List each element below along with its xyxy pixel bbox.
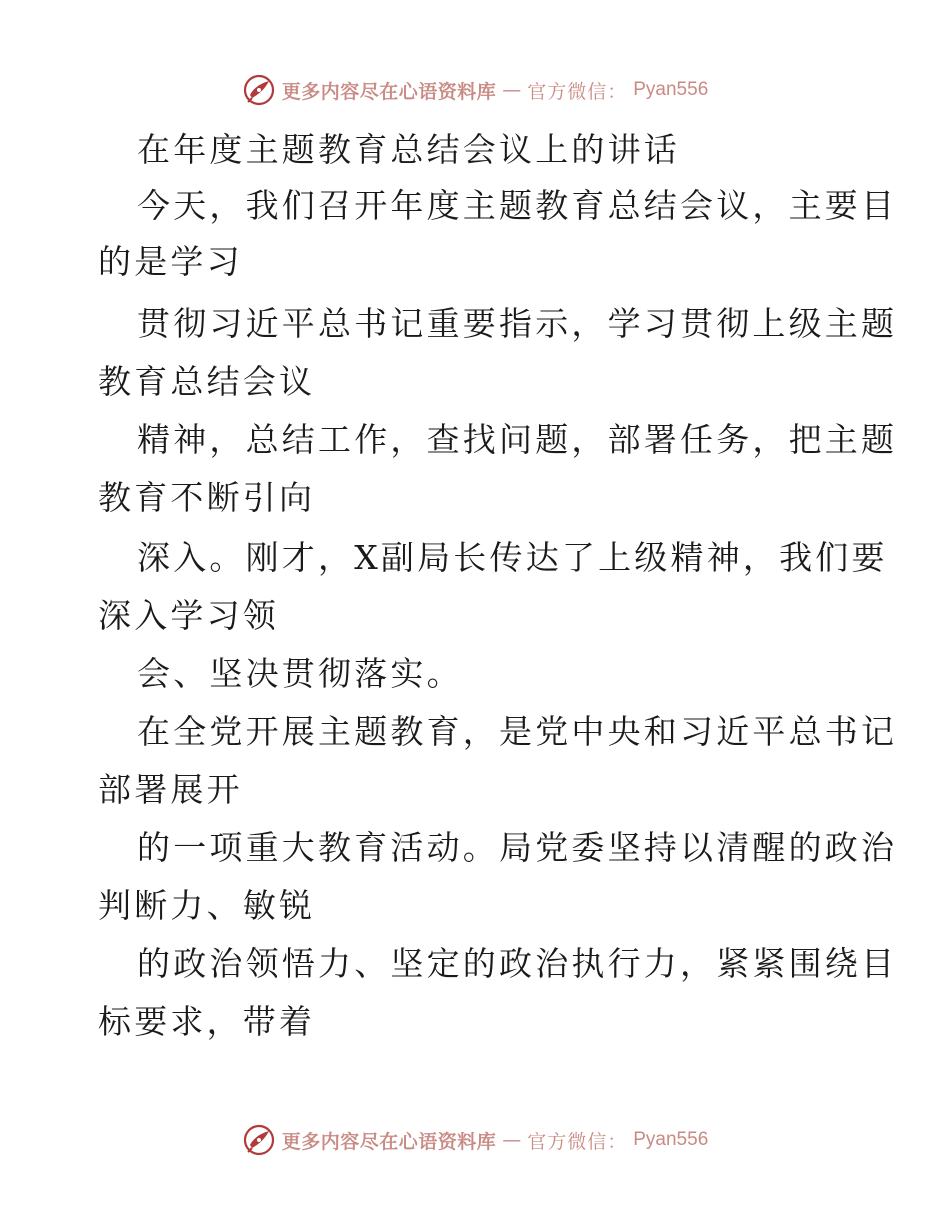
paragraph-line: 教育不断引向 [98, 478, 316, 517]
pen-nib-logo-icon [242, 73, 276, 107]
watermark-brand: 更多内容尽在心语资料库 [281, 80, 497, 103]
watermark-brand: 更多内容尽在心语资料库 [281, 1130, 497, 1153]
paragraph-line: 精神，总结工作，查找问题，部署任务，把主题 [137, 420, 898, 459]
paragraph-line: 今天，我们召开年度主题教育总结会议，主要目 [137, 186, 898, 225]
paragraph-line: 的是学习 [98, 242, 243, 281]
watermark-official-label: 官方微信： [527, 1130, 628, 1153]
paragraph-line: 深入。刚才，X副局长传达了上级精神，我们要 [137, 538, 888, 577]
paragraph-line: 部署展开 [98, 770, 243, 809]
pen-nib-logo-icon [242, 1123, 276, 1157]
paragraph-line: 会、坚决贯彻落实。 [137, 654, 463, 693]
paragraph-line: 的一项重大教育活动。局党委坚持以清醒的政治 [137, 828, 898, 867]
watermark-official-label: 官方微信： [527, 80, 628, 103]
paragraph-line: 判断力、敏锐 [98, 886, 316, 925]
footer-watermark [0, 1120, 950, 1160]
watermark-wechat-id: Pyan556 [633, 79, 709, 100]
document-title: 在年度主题教育总结会议上的讲话 [137, 130, 680, 169]
watermark-dash: — [502, 79, 522, 101]
watermark-wechat-id: Pyan556 [633, 1129, 709, 1150]
paragraph-line: 的政治领悟力、坚定的政治执行力，紧紧围绕目 [137, 944, 898, 983]
paragraph-line: 深入学习领 [98, 596, 279, 635]
paragraph-line: 标要求，带着 [98, 1002, 316, 1041]
watermark-dash: — [502, 1129, 522, 1151]
paragraph-line: 贯彻习近平总书记重要指示，学习贯彻上级主题 [137, 304, 898, 343]
header-watermark [0, 70, 950, 110]
paragraph-line: 在全党开展主题教育，是党中央和习近平总书记 [137, 712, 898, 751]
paragraph-line: 教育总结会议 [98, 362, 316, 401]
